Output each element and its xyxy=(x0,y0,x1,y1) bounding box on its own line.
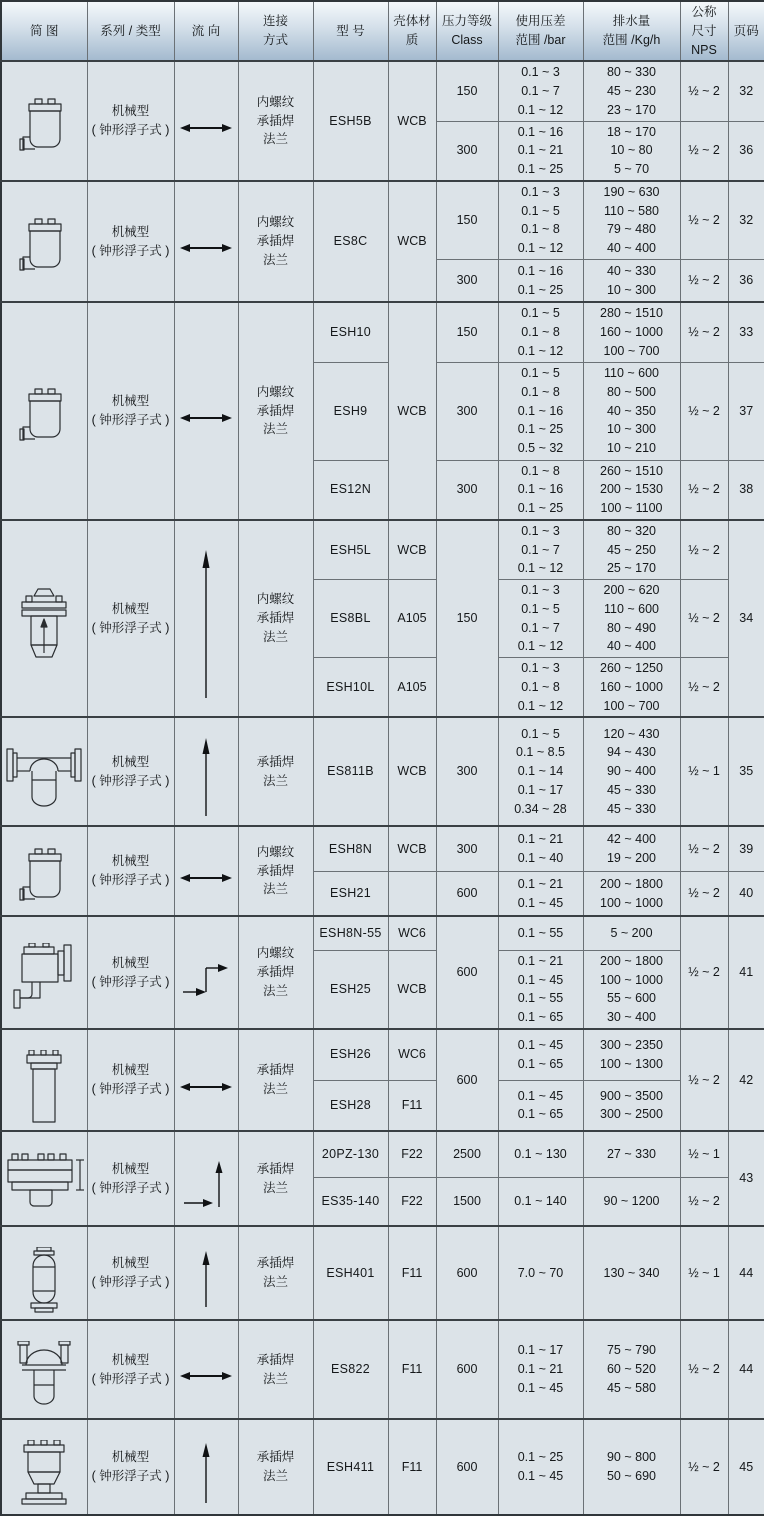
model-cell: ESH25 xyxy=(313,950,388,1029)
capsule-trap-diagram xyxy=(21,1247,67,1313)
page-cell: 32 xyxy=(728,61,764,121)
material-cell: F22 xyxy=(388,1131,436,1177)
page-cell: 42 xyxy=(728,1029,764,1132)
flow-up-icon xyxy=(199,1443,213,1505)
model-cell: ES822 xyxy=(313,1320,388,1419)
series-cell: 机械型 ( 钟形浮子式 ) xyxy=(87,717,174,826)
drain-range-cell: 42 ~ 400 19 ~ 200 xyxy=(583,826,680,872)
class-cell: 150 xyxy=(436,61,498,121)
diagram-cell xyxy=(1,61,87,181)
connection-cell: 承插焊 法兰 xyxy=(238,1320,313,1419)
page-cell: 36 xyxy=(728,121,764,181)
nps-cell: ½ ~ 2 xyxy=(680,658,728,718)
model-cell: ES811B xyxy=(313,717,388,826)
model-cell: ES12N xyxy=(313,460,388,520)
drain-range-cell: 75 ~ 790 60 ~ 520 45 ~ 580 xyxy=(583,1320,680,1419)
class-cell: 600 xyxy=(436,916,498,1029)
material-cell: WC6 xyxy=(388,916,436,950)
series-cell: 机械型 ( 钟形浮子式 ) xyxy=(87,1419,174,1516)
class-cell: 300 xyxy=(436,460,498,520)
model-cell: ESH10 xyxy=(313,302,388,362)
flow-cell xyxy=(174,181,238,303)
diagram-cell xyxy=(1,1029,87,1132)
page-cell: 37 xyxy=(728,362,764,460)
table-row xyxy=(1,916,764,950)
model-cell: ES8C xyxy=(313,181,388,303)
bell-float-trap-diagram xyxy=(16,217,72,279)
flow-cell xyxy=(174,302,238,520)
table-row xyxy=(1,1029,764,1080)
nps-cell: ½ ~ 2 xyxy=(680,1419,728,1516)
drain-range-cell: 90 ~ 1200 xyxy=(583,1177,680,1226)
class-cell: 300 xyxy=(436,121,498,181)
col-header-page: 页码 xyxy=(728,1,764,61)
nps-cell: ½ ~ 2 xyxy=(680,916,728,1029)
table-row xyxy=(1,520,764,580)
material-cell: WCB xyxy=(388,181,436,303)
material-cell xyxy=(388,872,436,917)
table-row xyxy=(1,717,764,826)
col-header-class: 压力等级 Class xyxy=(436,1,498,61)
diagram-cell xyxy=(1,1419,87,1516)
drain-range-cell: 190 ~ 630 110 ~ 580 79 ~ 480 40 ~ 400 xyxy=(583,181,680,260)
connection-cell: 承插焊 法兰 xyxy=(238,717,313,826)
flow-cell xyxy=(174,1029,238,1132)
nps-cell: ½ ~ 2 xyxy=(680,826,728,872)
flow-up-icon xyxy=(199,1251,213,1309)
class-cell: 300 xyxy=(436,362,498,460)
drain-range-cell: 200 ~ 1800 100 ~ 1000 xyxy=(583,872,680,917)
drain-range-cell: 300 ~ 2350 100 ~ 1300 xyxy=(583,1029,680,1080)
nps-cell: ½ ~ 2 xyxy=(680,460,728,520)
flow-up-icon xyxy=(199,738,213,818)
material-cell: F11 xyxy=(388,1320,436,1419)
class-cell: 300 xyxy=(436,826,498,872)
drain-range-cell: 110 ~ 600 80 ~ 500 40 ~ 350 10 ~ 300 10 ~ 210 xyxy=(583,362,680,460)
model-cell: ESH9 xyxy=(313,362,388,460)
drain-range-cell: 260 ~ 1250 160 ~ 1000 100 ~ 700 xyxy=(583,658,680,718)
flow-bidirectional-icon xyxy=(179,121,233,135)
model-cell: ESH28 xyxy=(313,1080,388,1131)
class-cell: 300 xyxy=(436,717,498,826)
connection-cell: 内螺纹 承插焊 法兰 xyxy=(238,826,313,917)
page-cell: 45 xyxy=(728,1419,764,1516)
material-cell: F11 xyxy=(388,1419,436,1516)
page-cell: 34 xyxy=(728,520,764,718)
bell-float-trap-diagram xyxy=(16,97,72,159)
flow-cell xyxy=(174,717,238,826)
nps-cell: ½ ~ 2 xyxy=(680,1320,728,1419)
class-cell: 600 xyxy=(436,872,498,917)
nps-cell: ½ ~ 1 xyxy=(680,717,728,826)
base-flange-trap-diagram xyxy=(14,1440,74,1508)
class-cell: 150 xyxy=(436,181,498,260)
diagram-cell xyxy=(1,1320,87,1419)
page-cell: 33 xyxy=(728,302,764,362)
nps-cell: ½ ~ 2 xyxy=(680,259,728,302)
diagram-cell xyxy=(1,826,87,917)
diagram-cell xyxy=(1,1226,87,1321)
dp-range-cell: 0.1 ~ 130 xyxy=(498,1131,583,1177)
col-header-material: 壳体材 质 xyxy=(388,1,436,61)
col-header-connection: 连接 方式 xyxy=(238,1,313,61)
connection-cell: 承插焊 法兰 xyxy=(238,1029,313,1132)
nps-cell: ½ ~ 2 xyxy=(680,362,728,460)
dp-range-cell: 0.1 ~ 3 0.1 ~ 8 0.1 ~ 12 xyxy=(498,658,583,718)
dp-range-cell: 0.1 ~ 17 0.1 ~ 21 0.1 ~ 45 xyxy=(498,1320,583,1419)
material-cell: WCB xyxy=(388,61,436,181)
dp-range-cell: 0.1 ~ 140 xyxy=(498,1177,583,1226)
connection-cell: 内螺纹 承插焊 法兰 xyxy=(238,916,313,1029)
model-cell: ESH10L xyxy=(313,658,388,718)
material-cell: WC6 xyxy=(388,1029,436,1080)
diagram-cell xyxy=(1,916,87,1029)
nps-cell: ½ ~ 2 xyxy=(680,121,728,181)
material-cell: F11 xyxy=(388,1226,436,1321)
bell-float-trap-diagram xyxy=(16,387,72,449)
drain-range-cell: 40 ~ 330 10 ~ 300 xyxy=(583,259,680,302)
class-cell: 600 xyxy=(436,1029,498,1132)
series-cell: 机械型 ( 钟形浮子式 ) xyxy=(87,1320,174,1419)
table-row xyxy=(1,1226,764,1321)
dp-range-cell: 0.1 ~ 25 0.1 ~ 45 xyxy=(498,1419,583,1516)
dp-range-cell: 0.1 ~ 3 0.1 ~ 5 0.1 ~ 7 0.1 ~ 12 xyxy=(498,580,583,658)
class-cell: 600 xyxy=(436,1226,498,1321)
model-cell: ESH5L xyxy=(313,520,388,580)
dp-range-cell: 0.1 ~ 55 xyxy=(498,916,583,950)
side-flange-trap-diagram xyxy=(12,943,76,1015)
dp-range-cell: 0.1 ~ 16 0.1 ~ 25 xyxy=(498,259,583,302)
connection-cell: 内螺纹 承插焊 法兰 xyxy=(238,181,313,303)
connection-cell: 内螺纹 承插焊 法兰 xyxy=(238,61,313,181)
series-cell: 机械型 ( 钟形浮子式 ) xyxy=(87,302,174,520)
drain-range-cell: 200 ~ 1800 100 ~ 1000 55 ~ 600 30 ~ 400 xyxy=(583,950,680,1029)
flow-cell xyxy=(174,826,238,917)
material-cell: WCB xyxy=(388,950,436,1029)
drain-range-cell: 130 ~ 340 xyxy=(583,1226,680,1321)
diagram-cell xyxy=(1,1131,87,1226)
header-row xyxy=(1,1,764,61)
series-cell: 机械型 ( 钟形浮子式 ) xyxy=(87,1226,174,1321)
table-row xyxy=(1,1320,764,1419)
diagram-cell xyxy=(1,302,87,520)
table-row xyxy=(1,61,764,121)
model-cell: ESH8N-55 xyxy=(313,916,388,950)
dp-range-cell: 0.1 ~ 21 0.1 ~ 45 0.1 ~ 55 0.1 ~ 65 xyxy=(498,950,583,1029)
drain-range-cell: 280 ~ 1510 160 ~ 1000 100 ~ 700 xyxy=(583,302,680,362)
col-header-model: 型 号 xyxy=(313,1,388,61)
table-row xyxy=(1,826,764,872)
model-cell: ES8BL xyxy=(313,580,388,658)
page-cell: 35 xyxy=(728,717,764,826)
diagram-cell xyxy=(1,520,87,718)
class-cell: 150 xyxy=(436,520,498,718)
material-cell: WCB xyxy=(388,717,436,826)
flow-cell xyxy=(174,520,238,718)
page-cell: 41 xyxy=(728,916,764,1029)
series-cell: 机械型 ( 钟形浮子式 ) xyxy=(87,520,174,718)
dp-range-cell: 0.1 ~ 5 0.1 ~ 8 0.1 ~ 16 0.1 ~ 25 0.5 ~ 32 xyxy=(498,362,583,460)
col-header-dp-range: 使用压差 范围 /bar xyxy=(498,1,583,61)
diagram-cell xyxy=(1,181,87,303)
dp-range-cell: 0.1 ~ 16 0.1 ~ 21 0.1 ~ 25 xyxy=(498,121,583,181)
page-cell: 44 xyxy=(728,1320,764,1419)
flow-bidirectional-icon xyxy=(179,241,233,255)
series-cell: 机械型 ( 钟形浮子式 ) xyxy=(87,1029,174,1132)
table-row xyxy=(1,302,764,362)
model-cell: 20PZ-130 xyxy=(313,1131,388,1177)
series-cell: 机械型 ( 钟形浮子式 ) xyxy=(87,1131,174,1226)
nps-cell: ½ ~ 1 xyxy=(680,1226,728,1321)
nps-cell: ½ ~ 2 xyxy=(680,61,728,121)
col-header-flow: 流 向 xyxy=(174,1,238,61)
flow-cell xyxy=(174,61,238,181)
vertical-cylinder-trap-diagram xyxy=(19,1050,69,1124)
dp-range-cell: 0.1 ~ 3 0.1 ~ 5 0.1 ~ 8 0.1 ~ 12 xyxy=(498,181,583,260)
series-cell: 机械型 ( 钟形浮子式 ) xyxy=(87,61,174,181)
page-cell: 38 xyxy=(728,460,764,520)
col-header-drain-range: 排水量 范围 /Kg/h xyxy=(583,1,680,61)
series-cell: 机械型 ( 钟形浮子式 ) xyxy=(87,181,174,303)
page-cell: 39 xyxy=(728,826,764,872)
flow-cell xyxy=(174,1320,238,1419)
material-cell: WCB xyxy=(388,826,436,872)
col-header-diagram: 简 图 xyxy=(1,1,87,61)
class-cell: 600 xyxy=(436,1419,498,1516)
drain-range-cell: 260 ~ 1510 200 ~ 1530 100 ~ 1100 xyxy=(583,460,680,520)
nps-cell: ½ ~ 1 xyxy=(680,1131,728,1177)
model-cell: ES35-140 xyxy=(313,1177,388,1226)
model-cell: ESH401 xyxy=(313,1226,388,1321)
table-row xyxy=(1,1131,764,1177)
flow-cell xyxy=(174,916,238,1029)
nps-cell: ½ ~ 2 xyxy=(680,872,728,917)
drain-range-cell: 120 ~ 430 94 ~ 430 90 ~ 400 45 ~ 330 45 ~ 330 xyxy=(583,717,680,826)
col-header-series: 系列 / 类型 xyxy=(87,1,174,61)
nps-cell: ½ ~ 2 xyxy=(680,302,728,362)
bell-float-trap-diagram xyxy=(16,847,72,909)
material-cell: F11 xyxy=(388,1080,436,1131)
material-cell: A105 xyxy=(388,658,436,718)
flow-cell xyxy=(174,1419,238,1516)
series-cell: 机械型 ( 钟形浮子式 ) xyxy=(87,916,174,1029)
diagram-cell xyxy=(1,717,87,826)
connection-cell: 内螺纹 承插焊 法兰 xyxy=(238,520,313,718)
dp-range-cell: 0.1 ~ 45 0.1 ~ 65 xyxy=(498,1080,583,1131)
drain-range-cell: 80 ~ 320 45 ~ 250 25 ~ 170 xyxy=(583,520,680,580)
nps-cell: ½ ~ 2 xyxy=(680,580,728,658)
nps-cell: ½ ~ 2 xyxy=(680,1029,728,1132)
dp-range-cell: 0.1 ~ 8 0.1 ~ 16 0.1 ~ 25 xyxy=(498,460,583,520)
drain-range-cell: 27 ~ 330 xyxy=(583,1131,680,1177)
model-cell: ESH21 xyxy=(313,872,388,917)
page-cell: 43 xyxy=(728,1131,764,1226)
col-header-nps: 公称 尺寸 NPS xyxy=(680,1,728,61)
flow-bidirectional-icon xyxy=(179,411,233,425)
dp-range-cell: 7.0 ~ 70 xyxy=(498,1226,583,1321)
dp-range-cell: 0.1 ~ 21 0.1 ~ 40 xyxy=(498,826,583,872)
bracket-dome-trap-diagram xyxy=(12,1341,76,1411)
page-cell: 44 xyxy=(728,1226,764,1321)
dp-range-cell: 0.1 ~ 5 0.1 ~ 8 0.1 ~ 12 xyxy=(498,302,583,362)
drain-range-cell: 18 ~ 170 10 ~ 80 5 ~ 70 xyxy=(583,121,680,181)
flow-bidirectional-icon xyxy=(179,1369,233,1383)
connection-cell: 承插焊 法兰 xyxy=(238,1419,313,1516)
dp-range-cell: 0.1 ~ 5 0.1 ~ 8.5 0.1 ~ 14 0.1 ~ 17 0.34 ~ 28 xyxy=(498,717,583,826)
flow-up-and-right-icon xyxy=(182,1159,230,1211)
model-cell: ESH411 xyxy=(313,1419,388,1516)
flow-up-icon xyxy=(199,550,213,700)
model-cell: ESH26 xyxy=(313,1029,388,1080)
flow-bidirectional-icon xyxy=(179,1080,233,1094)
nps-cell: ½ ~ 2 xyxy=(680,181,728,260)
flow-step-up-right-icon xyxy=(181,958,231,1000)
series-cell: 机械型 ( 钟形浮子式 ) xyxy=(87,826,174,917)
flow-bidirectional-icon xyxy=(179,871,233,885)
page-cell: 32 xyxy=(728,181,764,260)
connection-cell: 内螺纹 承插焊 法兰 xyxy=(238,302,313,520)
drain-range-cell: 5 ~ 200 xyxy=(583,916,680,950)
class-cell: 150 xyxy=(436,302,498,362)
material-cell: WCB xyxy=(388,520,436,580)
wide-bolted-trap-diagram xyxy=(4,1152,87,1218)
page-cell: 40 xyxy=(728,872,764,917)
model-cell: ESH8N xyxy=(313,826,388,872)
vertical-flanged-trap-diagram xyxy=(14,587,74,663)
drain-range-cell: 900 ~ 3500 300 ~ 2500 xyxy=(583,1080,680,1131)
class-cell: 1500 xyxy=(436,1177,498,1226)
dp-range-cell: 0.1 ~ 45 0.1 ~ 65 xyxy=(498,1029,583,1080)
horizontal-flanged-trap-diagram xyxy=(4,744,84,812)
connection-cell: 承插焊 法兰 xyxy=(238,1226,313,1321)
drain-range-cell: 80 ~ 330 45 ~ 230 23 ~ 170 xyxy=(583,61,680,121)
class-cell: 300 xyxy=(436,259,498,302)
connection-cell: 承插焊 法兰 xyxy=(238,1131,313,1226)
page-cell: 36 xyxy=(728,259,764,302)
table-row xyxy=(1,1419,764,1516)
dp-range-cell: 0.1 ~ 21 0.1 ~ 45 xyxy=(498,872,583,917)
nps-cell: ½ ~ 2 xyxy=(680,520,728,580)
dp-range-cell: 0.1 ~ 3 0.1 ~ 7 0.1 ~ 12 xyxy=(498,520,583,580)
class-cell: 600 xyxy=(436,1320,498,1419)
drain-range-cell: 200 ~ 620 110 ~ 600 80 ~ 490 40 ~ 400 xyxy=(583,580,680,658)
table-row xyxy=(1,181,764,260)
material-cell: WCB xyxy=(388,302,436,520)
model-cell: ESH5B xyxy=(313,61,388,181)
dp-range-cell: 0.1 ~ 3 0.1 ~ 7 0.1 ~ 12 xyxy=(498,61,583,121)
flow-cell xyxy=(174,1131,238,1226)
material-cell: F22 xyxy=(388,1177,436,1226)
nps-cell: ½ ~ 2 xyxy=(680,1177,728,1226)
flow-cell xyxy=(174,1226,238,1321)
material-cell: A105 xyxy=(388,580,436,658)
drain-range-cell: 90 ~ 800 50 ~ 690 xyxy=(583,1419,680,1516)
class-cell: 2500 xyxy=(436,1131,498,1177)
